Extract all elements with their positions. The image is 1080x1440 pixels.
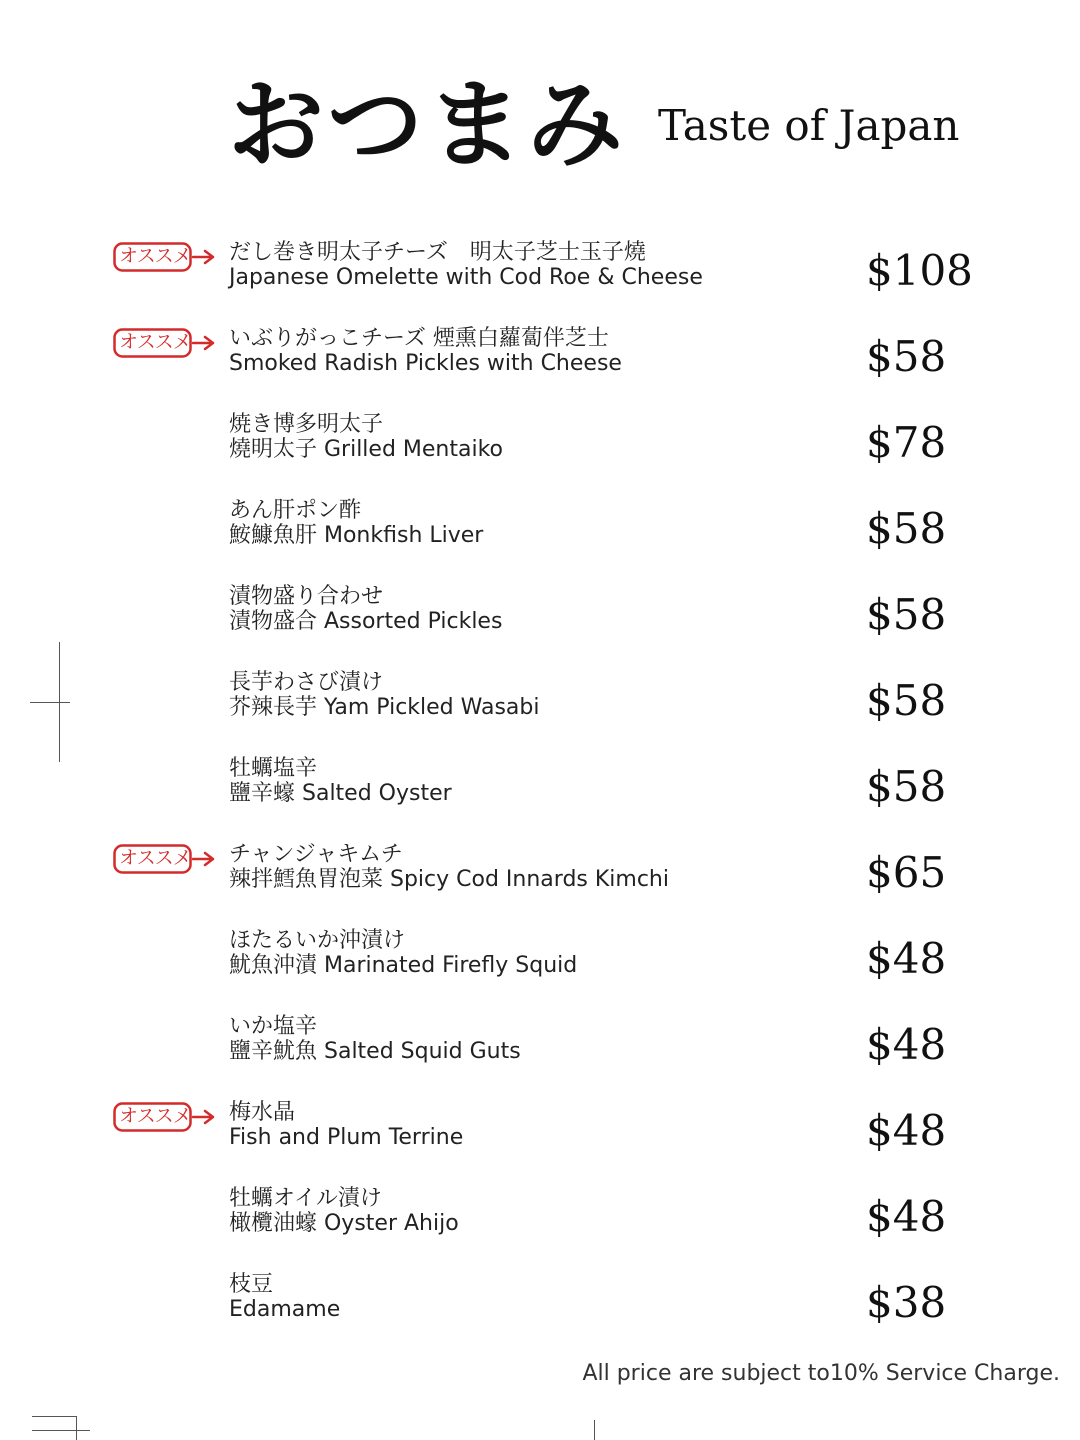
- menu-item: [0, 662, 1080, 748]
- menu-item-price: $58: [866, 504, 947, 553]
- menu-item-description: [229, 1186, 829, 1236]
- menu-item: [0, 404, 1080, 490]
- menu-item-description: [229, 928, 829, 978]
- crop-mark-bottom-horizontal-2: [32, 1430, 90, 1431]
- menu-item-name-english: Edamame: [229, 1297, 341, 1322]
- menu-item-name-english: 芥辣長芋 Yam Pickled Wasabi: [229, 695, 540, 720]
- menu-item: [0, 834, 1080, 920]
- service-charge-note: All price are subject to10% Service Charge.: [582, 1361, 1060, 1386]
- menu-item-name-japanese: 長芋わさび漬け: [229, 670, 384, 695]
- menu-item-description: [229, 842, 829, 892]
- menu-item-name-english: Smoked Radish Pickles with Cheese: [229, 351, 622, 376]
- menu-item-name-japanese: だし巻き明太子チーズ 明太子芝士玉子燒: [229, 240, 646, 265]
- menu-item-price: $48: [866, 1020, 947, 1069]
- menu-item-name-japanese: 牡蠣オイル漬け: [229, 1186, 382, 1211]
- crop-mark-bottom-vertical-left: [76, 1416, 77, 1440]
- menu-item-price: $58: [866, 676, 947, 725]
- menu-item-description: [229, 412, 829, 462]
- menu-item-name-english: Fish and Plum Terrine: [229, 1125, 464, 1150]
- menu-header: [228, 70, 1028, 190]
- menu-item: [0, 748, 1080, 834]
- menu-item: [0, 920, 1080, 1006]
- menu-item-name-japanese: 漬物盛り合わせ: [229, 584, 384, 609]
- menu-item: [0, 1264, 1080, 1350]
- menu-item-name-english: 辣拌鱈魚胃泡菜 Spicy Cod Innards Kimchi: [229, 867, 669, 892]
- recommend-stamp-label: オススメ: [119, 1105, 191, 1127]
- menu-item-name-japanese: 牡蠣塩辛: [229, 756, 318, 781]
- menu-item: [0, 490, 1080, 576]
- menu-item: [0, 318, 1080, 404]
- menu-item-price: $58: [866, 762, 947, 811]
- menu-item-price: $108: [866, 246, 973, 295]
- menu-item-price: $65: [866, 848, 947, 897]
- crop-mark-horizontal: [30, 702, 70, 703]
- menu-item-name-english: 魷魚沖漬 Marinated Firefly Squid: [229, 953, 578, 978]
- menu-item-name-japanese: いぶりがっこチーズ 煙熏白蘿蔔伴芝士: [229, 326, 609, 351]
- recommend-stamp: [113, 844, 217, 874]
- menu-item-name-japanese: チャンジャキムチ: [229, 842, 403, 867]
- crop-mark-bottom-vertical-right: [594, 1420, 595, 1440]
- menu-item-name-japanese: いか塩辛: [229, 1014, 318, 1039]
- menu-item-name-japanese: 焼き博多明太子: [229, 412, 384, 437]
- menu-item-description: [229, 756, 829, 806]
- recommend-stamp-label: オススメ: [119, 331, 191, 353]
- menu-item-description: [229, 326, 829, 376]
- page-title-japanese: おつまみ: [228, 68, 628, 181]
- menu-item: [0, 1178, 1080, 1264]
- recommend-stamp: [113, 328, 217, 358]
- menu-item-description: [229, 670, 829, 720]
- menu-item-name-english: Japanese Omelette with Cod Roe & Cheese: [229, 265, 703, 290]
- menu-item-price: $38: [866, 1278, 947, 1327]
- menu-item-name-japanese: あん肝ポン酢: [229, 498, 362, 523]
- menu-item: [0, 1006, 1080, 1092]
- menu-item-name-english: 鮟鱇魚肝 Monkfish Liver: [229, 523, 484, 548]
- menu-item-description: [229, 240, 829, 290]
- menu-item-price: $78: [866, 418, 947, 467]
- recommend-stamp-label: オススメ: [119, 847, 191, 869]
- menu-item-name-japanese: 梅水晶: [229, 1100, 296, 1125]
- recommend-stamp: [113, 242, 217, 272]
- menu-item: [0, 1092, 1080, 1178]
- menu-item-name-english: 漬物盛合 Assorted Pickles: [229, 609, 503, 634]
- menu-item-name-english: 燒明太子 Grilled Mentaiko: [229, 437, 504, 462]
- menu-item-name-english: 鹽辛魷魚 Salted Squid Guts: [229, 1039, 521, 1064]
- menu-item-name-english: 鹽辛蠔 Salted Oyster: [229, 781, 452, 806]
- menu-item-description: [229, 1014, 829, 1064]
- menu-item-price: $58: [866, 590, 947, 639]
- menu-item-description: [229, 498, 829, 548]
- menu-item-name-japanese: 枝豆: [229, 1272, 274, 1297]
- menu-item-name-english: 橄欖油蠔 Oyster Ahijo: [229, 1211, 459, 1236]
- menu-item-price: $58: [866, 332, 947, 381]
- menu-item: [0, 576, 1080, 662]
- menu-item-description: [229, 584, 829, 634]
- menu-list: [0, 232, 1080, 1350]
- crop-mark-bottom-horizontal: [32, 1416, 76, 1417]
- menu-item-price: $48: [866, 1192, 947, 1241]
- menu-item-price: $48: [866, 934, 947, 983]
- menu-item-description: [229, 1272, 829, 1322]
- menu-item-name-japanese: ほたるいか沖漬け: [229, 928, 406, 953]
- menu-item-price: $48: [866, 1106, 947, 1155]
- page-title-english: Taste of Japan: [658, 101, 960, 150]
- menu-item-description: [229, 1100, 829, 1150]
- menu-item: [0, 232, 1080, 318]
- recommend-stamp-label: オススメ: [119, 245, 191, 267]
- recommend-stamp: [113, 1102, 217, 1132]
